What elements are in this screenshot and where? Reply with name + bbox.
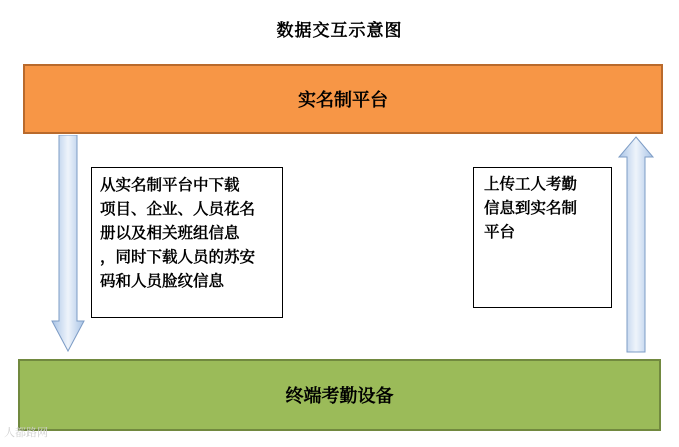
down-arrow bbox=[50, 135, 86, 353]
up-arrow bbox=[617, 135, 655, 353]
terminal-attendance-device-box bbox=[18, 359, 661, 431]
download-info-note: 从实名制平台中下载 项目、企业、人员花名 册以及相关班组信息 ，同时下载人员的苏安 码和人员脸纹信息 bbox=[91, 167, 283, 318]
real-name-platform-box bbox=[23, 64, 663, 134]
diagram-title: 数据交互示意图 bbox=[276, 21, 403, 41]
watermark: 人都路网 bbox=[4, 426, 48, 439]
upload-info-note: 上传工人考勤 信息到实名制 平台 bbox=[473, 167, 612, 308]
real-name-platform-label: 实名制平台 bbox=[298, 90, 388, 111]
terminal-attendance-device-label: 终端考勤设备 bbox=[285, 386, 394, 407]
